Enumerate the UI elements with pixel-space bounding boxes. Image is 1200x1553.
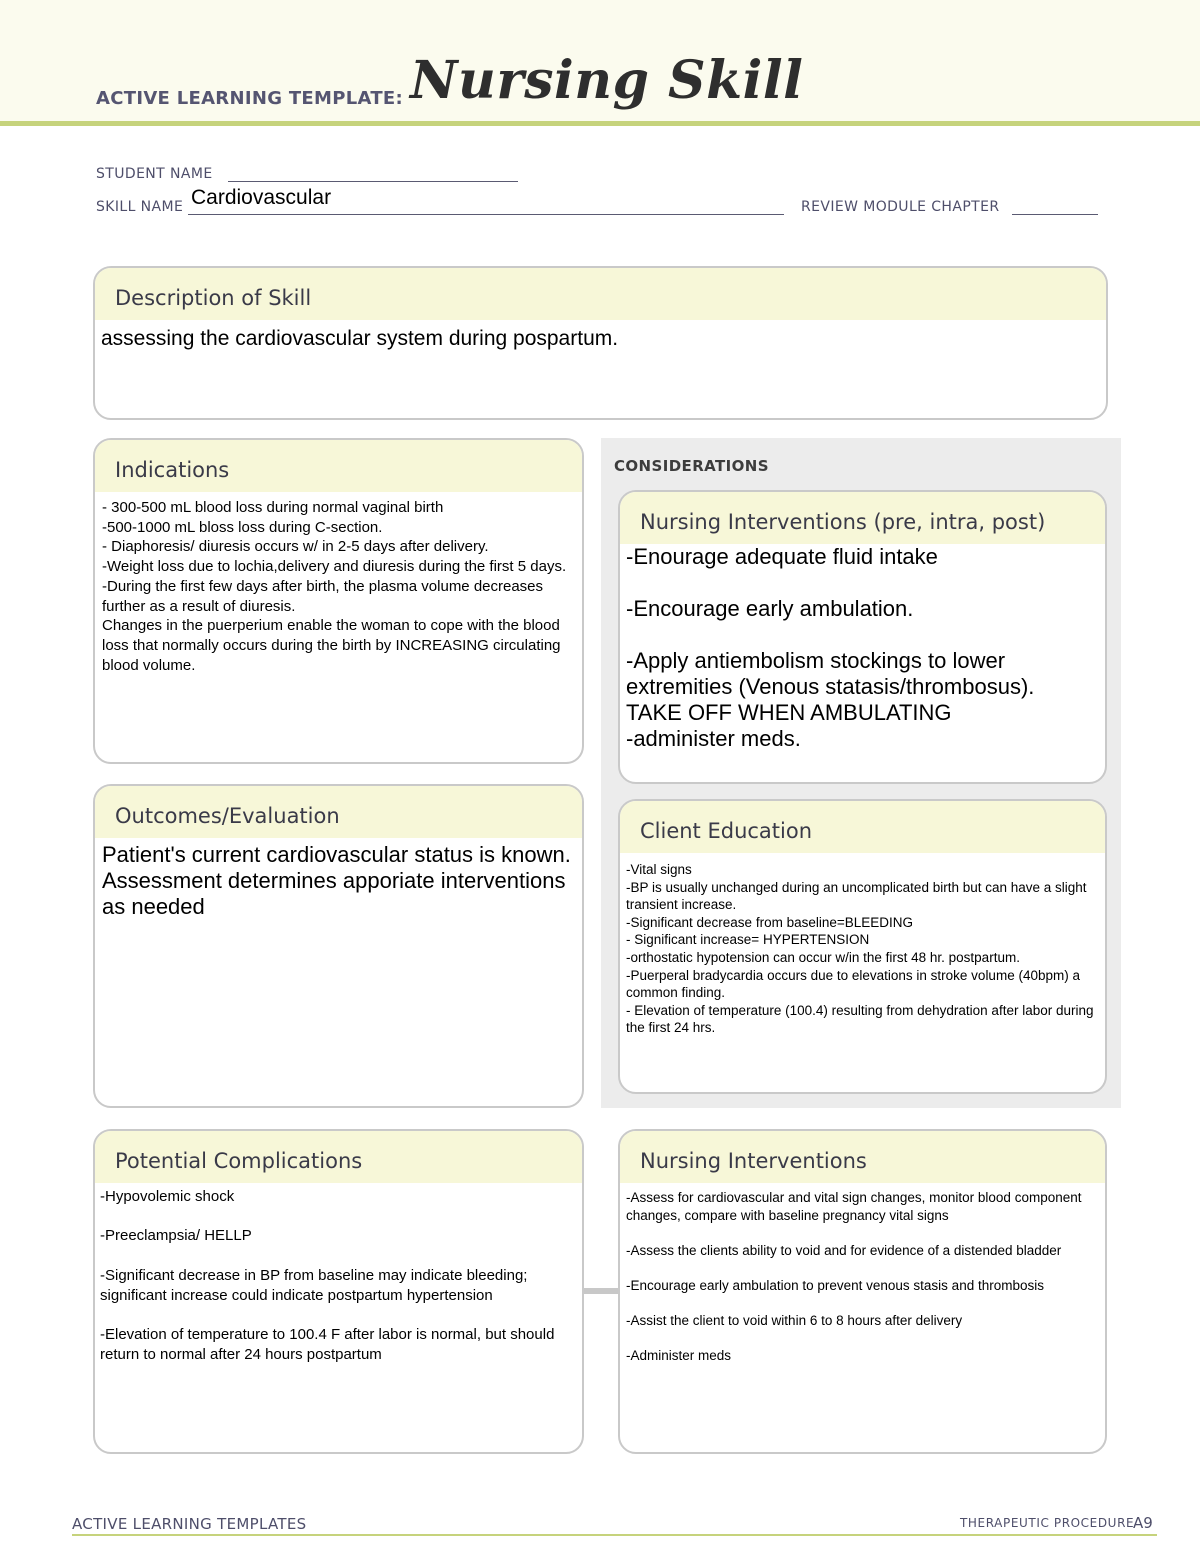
nursing-interventions-header bbox=[620, 1131, 1105, 1183]
potential-complications-box bbox=[93, 1129, 584, 1454]
outcomes-box bbox=[93, 784, 584, 1108]
student-name-field[interactable] bbox=[228, 181, 518, 182]
page-title: Nursing Skill bbox=[410, 50, 804, 111]
outcomes-text: Patient's current cardiovascular status is known. Assessment determines apporiate interventions as needed bbox=[102, 842, 571, 919]
outcomes-header bbox=[95, 786, 582, 838]
review-module-field[interactable] bbox=[1012, 214, 1098, 215]
potential-complications-text: -Hypovolemic shock -Preeclampsia/ HELLP -Significant decrease in BP from baseline may indicate bleeding; significant increase could indicate postpartum hypertension -Elevation of temperature to 100.4 F after labor is normal, but should return to normal after 24 hours postpartum bbox=[100, 1188, 555, 1363]
indications-title: Indications bbox=[115, 458, 230, 482]
footer-page-number: A9 bbox=[1133, 1514, 1153, 1532]
indications-box bbox=[93, 438, 584, 764]
description-title: Description of Skill bbox=[115, 286, 312, 310]
indications-header bbox=[95, 440, 582, 492]
description-text: assessing the cardiovascular system during pospartum. bbox=[101, 327, 619, 350]
nursing-interventions-pip-title: Nursing Interventions (pre, intra, post) bbox=[640, 510, 1046, 534]
client-education-box bbox=[618, 799, 1107, 1094]
description-box bbox=[93, 266, 1108, 420]
nursing-interventions-title: Nursing Interventions bbox=[640, 1149, 867, 1173]
footer-rule bbox=[72, 1534, 1157, 1536]
skill-name-label: SKILL NAME bbox=[96, 199, 184, 215]
header-rule bbox=[0, 121, 1200, 126]
skill-name-value: Cardiovascular bbox=[191, 186, 332, 209]
description-header bbox=[95, 268, 1106, 320]
nursing-interventions-pip-text: -Enourage adequate fluid intake -Encourage early ambulation. -Apply antiembolism stockings to lower extremities (Venous statasis/thrombosus). TAKE OFF WHEN AMBULATING -administer meds. bbox=[626, 544, 1035, 751]
footer-left-label: ACTIVE LEARNING TEMPLATES bbox=[72, 1515, 307, 1533]
footer-right-label: THERAPEUTIC PROCEDURE bbox=[960, 1516, 1135, 1530]
skill-name-field[interactable] bbox=[188, 214, 784, 215]
considerations-label: CONSIDERATIONS bbox=[614, 457, 769, 475]
nursing-interventions-box bbox=[618, 1129, 1107, 1454]
nursing-interventions-text: -Assess for cardiovascular and vital sign changes, monitor blood component changes, compare with baseline pregnancy vital signs -Assess the clients ability to void and for evidence of a distended bladder -Encourage early ambulation to prevent venous stasis and thrombosis -Assist the client to void within 6 to 8 hours after delivery -Administer meds bbox=[626, 1190, 1082, 1364]
nursing-interventions-pip-header bbox=[620, 492, 1105, 544]
client-education-header bbox=[620, 801, 1105, 853]
box-connector bbox=[582, 1288, 622, 1294]
client-education-title: Client Education bbox=[640, 819, 813, 843]
outcomes-title: Outcomes/Evaluation bbox=[115, 804, 340, 828]
review-module-label: REVIEW MODULE CHAPTER bbox=[801, 199, 1000, 215]
potential-complications-header bbox=[95, 1131, 582, 1183]
indications-text: - 300-500 mL blood loss during normal vaginal birth -500-1000 mL bloss loss during C-section. - Diaphoresis/ diuresis occurs w/ in 2-5 days after delivery. -Weight loss due to lochia,delivery and diuresis during the first 5 days. -During the first few days after birth, the plasma volume decreases further as a result of diuresis. Changes in the puerperium enable the woman to cope with the blood loss that normally occurs during the birth by INCREASING circulating blood volume. bbox=[102, 499, 567, 674]
template-label: ACTIVE LEARNING TEMPLATE: bbox=[96, 88, 403, 109]
student-name-label: STUDENT NAME bbox=[96, 166, 213, 182]
nursing-interventions-pip-box bbox=[618, 490, 1107, 784]
client-education-text: -Vital signs -BP is usually unchanged during an uncomplicated birth but can have a slight transient increase. -Significant decrease from baseline=BLEEDING - Significant increase= HYPERTENSION -orthostatic hypotension can occur w/in the first 48 hr. postpartum. -Puerperal bradycardia occurs due to elevations in stroke volume (40bpm) a common finding. - Elevation of temperature (100.4) resulting from dehydration after labor during the first 24 hrs. bbox=[626, 862, 1094, 1036]
potential-complications-title: Potential Complications bbox=[115, 1149, 363, 1173]
